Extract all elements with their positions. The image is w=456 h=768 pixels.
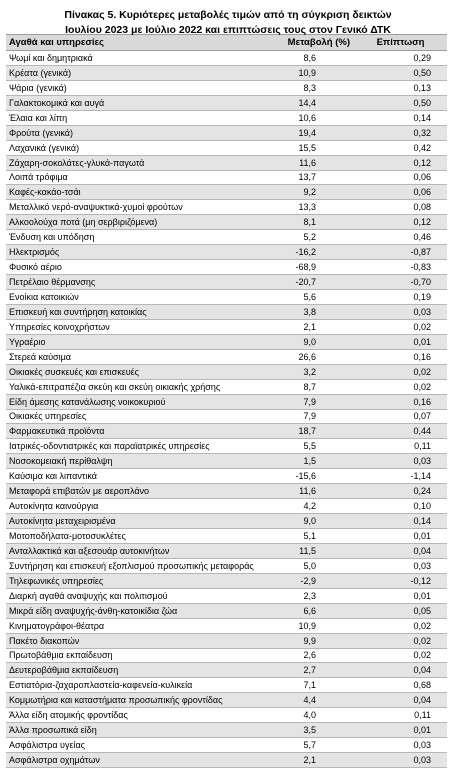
table-row — [6, 439, 447, 454]
row-item-name: Υγραέριο — [6, 334, 266, 349]
row-impact-value: 0,16 — [354, 349, 447, 364]
row-change-value: 2,7 — [266, 663, 354, 678]
row-item-name: Φαρμακευτικά προϊόντα — [6, 424, 266, 439]
row-impact-value: 0,02 — [354, 364, 447, 379]
row-change-value: 26,6 — [266, 349, 354, 364]
row-change-value: 8,7 — [266, 379, 354, 394]
table-row — [6, 364, 447, 379]
header-impact: Επίπτωση — [354, 35, 447, 51]
row-change-value: 3,5 — [266, 723, 354, 738]
table-row — [6, 319, 447, 334]
row-change-value: 11,6 — [266, 155, 354, 170]
row-change-value: 11,6 — [266, 484, 354, 499]
row-impact-value: 0,03 — [354, 304, 447, 319]
row-item-name: Επισκευή και συντήρηση κατοικίας — [6, 304, 266, 319]
row-impact-value: 0,01 — [354, 588, 447, 603]
row-impact-value: 0,10 — [354, 499, 447, 514]
row-impact-value: 0,01 — [354, 529, 447, 544]
row-item-name: Φυσικό αέριο — [6, 260, 266, 275]
table-row — [6, 185, 447, 200]
row-impact-value: 0,44 — [354, 424, 447, 439]
row-change-value: -68,9 — [266, 260, 354, 275]
row-impact-value: 0,12 — [354, 215, 447, 230]
table-row — [6, 140, 447, 155]
row-impact-value: 0,03 — [354, 753, 447, 768]
row-item-name: Αλκοολούχα ποτά (μη σερβιριζόμενα) — [6, 215, 266, 230]
row-impact-value: 0,05 — [354, 603, 447, 618]
row-change-value: 3,2 — [266, 364, 354, 379]
row-change-value: 4,0 — [266, 708, 354, 723]
row-impact-value: 0,02 — [354, 618, 447, 633]
row-item-name: Ιατρικές-οδοντιατρικές και παραϊατρικές υπηρεσίες — [6, 439, 266, 454]
row-change-value: -2,9 — [266, 573, 354, 588]
row-item-name: Υπηρεσίες κοινοχρήστων — [6, 319, 266, 334]
table-row — [6, 678, 447, 693]
row-item-name: Ανταλλακτικά και αξεσουάρ αυτοκινήτων — [6, 543, 266, 558]
header-change: Μεταβολή (%) — [266, 35, 354, 51]
table-body — [6, 51, 447, 768]
row-impact-value: 0,68 — [354, 678, 447, 693]
row-item-name: Καφές-κακάο-τσάι — [6, 185, 266, 200]
table-row — [6, 215, 447, 230]
table-row — [6, 349, 447, 364]
row-change-value: 8,1 — [266, 215, 354, 230]
row-item-name: Ψάρια (γενικά) — [6, 80, 266, 95]
row-impact-value: 0,04 — [354, 663, 447, 678]
row-change-value: 18,7 — [266, 424, 354, 439]
row-item-name: Ψωμί και δημητριακά — [6, 51, 266, 66]
row-impact-value: 0,50 — [354, 95, 447, 110]
row-impact-value: 0,01 — [354, 723, 447, 738]
row-change-value: 9,0 — [266, 334, 354, 349]
row-item-name: Αυτοκίνητα καινούργια — [6, 499, 266, 514]
row-item-name: Οικιακές υπηρεσίες — [6, 409, 266, 424]
row-change-value: 5,1 — [266, 529, 354, 544]
row-item-name: Στερεά καύσιμα — [6, 349, 266, 364]
row-impact-value: 0,06 — [354, 170, 447, 185]
row-impact-value: -0,70 — [354, 275, 447, 290]
row-change-value: -16,2 — [266, 245, 354, 260]
row-change-value: 5,0 — [266, 558, 354, 573]
row-impact-value: 0,02 — [354, 319, 447, 334]
row-change-value: 4,2 — [266, 499, 354, 514]
row-change-value: 3,8 — [266, 304, 354, 319]
row-impact-value: 0,14 — [354, 514, 447, 529]
row-impact-value: 0,50 — [354, 65, 447, 80]
row-impact-value: 0,16 — [354, 394, 447, 409]
table-row — [6, 200, 447, 215]
row-impact-value: 0,08 — [354, 200, 447, 215]
row-item-name: Ηλεκτρισμός — [6, 245, 266, 260]
row-change-value: 9,0 — [266, 514, 354, 529]
row-change-value: 5,5 — [266, 439, 354, 454]
row-change-value: 11,5 — [266, 543, 354, 558]
row-item-name: Είδη άμεσης κατανάλωσης νοικοκυριού — [6, 394, 266, 409]
table-row — [6, 484, 447, 499]
row-impact-value: 0,11 — [354, 708, 447, 723]
row-impact-value: -0,12 — [354, 573, 447, 588]
row-change-value: 10,6 — [266, 110, 354, 125]
table-row — [6, 618, 447, 633]
table-row — [6, 125, 447, 140]
table-row — [6, 80, 447, 95]
table-row — [6, 708, 447, 723]
row-change-value: 2,3 — [266, 588, 354, 603]
row-change-value: 5,2 — [266, 230, 354, 245]
table-row — [6, 51, 447, 66]
row-change-value: 13,3 — [266, 200, 354, 215]
row-change-value: 9,9 — [266, 633, 354, 648]
table-row — [6, 573, 447, 588]
table-row — [6, 304, 447, 319]
row-change-value: 6,6 — [266, 603, 354, 618]
row-change-value: -20,7 — [266, 275, 354, 290]
table-row — [6, 260, 447, 275]
row-change-value: 2,6 — [266, 648, 354, 663]
row-item-name: Πακέτο διακοπών — [6, 633, 266, 648]
row-item-name: Ζάχαρη-σοκολάτες-γλυκά-παγωτά — [6, 155, 266, 170]
row-item-name: Φρούτα (γενικά) — [6, 125, 266, 140]
table-row — [6, 394, 447, 409]
row-item-name: Ασφάλιστρα οχημάτων — [6, 753, 266, 768]
row-change-value: 5,6 — [266, 290, 354, 305]
table-row — [6, 290, 447, 305]
row-change-value: 5,7 — [266, 738, 354, 753]
row-item-name: Συντήρηση και επισκευή εξοπλισμού προσωπικής μεταφοράς — [6, 558, 266, 573]
table-row — [6, 738, 447, 753]
row-impact-value: 0,02 — [354, 648, 447, 663]
row-impact-value: 0,19 — [354, 290, 447, 305]
row-change-value: 8,6 — [266, 51, 354, 66]
header-item: Αγαθά και υπηρεσίες — [6, 35, 266, 51]
row-impact-value: 0,32 — [354, 125, 447, 140]
table-row — [6, 723, 447, 738]
row-impact-value: 0,46 — [354, 230, 447, 245]
title-line-2: Ιουλίου 2023 με Ιούλιο 2022 και επιπτώσεις τους στον Γενικό ΔΤΚ — [65, 24, 391, 36]
row-impact-value: 0,02 — [354, 379, 447, 394]
row-item-name: Υαλικά-επιτραπέζια σκεύη και σκεύη οικιακής χρήσης — [6, 379, 266, 394]
row-item-name: Αυτοκίνητα μεταχειρισμένα — [6, 514, 266, 529]
table-row — [6, 648, 447, 663]
row-change-value: 7,1 — [266, 678, 354, 693]
table-row — [6, 558, 447, 573]
row-impact-value: 0,04 — [354, 693, 447, 708]
row-item-name: Ένδυση και υπόδηση — [6, 230, 266, 245]
row-impact-value: 0,13 — [354, 80, 447, 95]
price-changes-table — [6, 34, 447, 768]
row-item-name: Ενοίκια κατοικιών — [6, 290, 266, 305]
row-item-name: Άλλα είδη ατομικής φροντίδας — [6, 708, 266, 723]
row-change-value: 2,1 — [266, 319, 354, 334]
row-impact-value: 0,03 — [354, 738, 447, 753]
table-row — [6, 110, 447, 125]
table-row — [6, 663, 447, 678]
row-impact-value: 0,11 — [354, 439, 447, 454]
row-change-value: 14,4 — [266, 95, 354, 110]
row-impact-value: 0,42 — [354, 140, 447, 155]
table-row — [6, 529, 447, 544]
row-impact-value: -0,87 — [354, 245, 447, 260]
table-row — [6, 543, 447, 558]
row-impact-value: 0,02 — [354, 633, 447, 648]
row-item-name: Κρέατα (γενικά) — [6, 65, 266, 80]
row-change-value: 19,4 — [266, 125, 354, 140]
table-row — [6, 65, 447, 80]
table-row — [6, 230, 447, 245]
row-impact-value: -0,83 — [354, 260, 447, 275]
row-impact-value: -1,14 — [354, 469, 447, 484]
row-change-value: 9,2 — [266, 185, 354, 200]
table-row — [6, 454, 447, 469]
row-item-name: Μεταλλικό νερό-αναψυκτικά-χυμοί φρούτων — [6, 200, 266, 215]
table-row — [6, 95, 447, 110]
row-item-name: Εστιατόρια-ζαχαροπλαστεία-καφενεία-κυλικεία — [6, 678, 266, 693]
row-item-name: Μικρά είδη αναψυχής-άνθη-κατοικίδια ζώα — [6, 603, 266, 618]
row-change-value: 4,4 — [266, 693, 354, 708]
row-change-value: 13,7 — [266, 170, 354, 185]
row-change-value: 10,9 — [266, 618, 354, 633]
table-row — [6, 170, 447, 185]
row-change-value: -15,6 — [266, 469, 354, 484]
row-item-name: Άλλα προσωπικά είδη — [6, 723, 266, 738]
row-item-name: Οικιακές συσκευές και επισκευές — [6, 364, 266, 379]
row-impact-value: 0,24 — [354, 484, 447, 499]
row-item-name: Τηλεφωνικές υπηρεσίες — [6, 573, 266, 588]
row-item-name: Καύσιμα και λιπαντικά — [6, 469, 266, 484]
row-item-name: Έλαια και λίπη — [6, 110, 266, 125]
table-row — [6, 409, 447, 424]
table-row — [6, 424, 447, 439]
row-change-value: 7,9 — [266, 394, 354, 409]
table-row — [6, 633, 447, 648]
table-row — [6, 693, 447, 708]
row-change-value: 1,5 — [266, 454, 354, 469]
table-row — [6, 603, 447, 618]
row-item-name: Μεταφορά επιβατών με αεροπλάνο — [6, 484, 266, 499]
row-item-name: Κομμωτήρια και καταστήματα προσωπικής φροντίδας — [6, 693, 266, 708]
table-row — [6, 753, 447, 768]
row-item-name: Λαχανικά (γενικά) — [6, 140, 266, 155]
row-impact-value: 0,01 — [354, 334, 447, 349]
table-row — [6, 379, 447, 394]
row-change-value: 15,5 — [266, 140, 354, 155]
row-item-name: Ασφάλιστρα υγείας — [6, 738, 266, 753]
row-change-value: 2,1 — [266, 753, 354, 768]
row-change-value: 8,3 — [266, 80, 354, 95]
row-impact-value: 0,04 — [354, 543, 447, 558]
table-row — [6, 245, 447, 260]
table-row — [6, 334, 447, 349]
row-impact-value: 0,03 — [354, 454, 447, 469]
row-impact-value: 0,03 — [354, 558, 447, 573]
table-row — [6, 155, 447, 170]
row-impact-value: 0,12 — [354, 155, 447, 170]
row-item-name: Νοσοκομειακή περίθαλψη — [6, 454, 266, 469]
row-impact-value: 0,14 — [354, 110, 447, 125]
row-item-name: Μοτοποδήλατα-μοτοσυκλέτες — [6, 529, 266, 544]
title-line-1: Πίνακας 5. Κυριότερες μεταβολές τιμών από τη σύγκριση δεικτών — [64, 9, 392, 21]
table-row — [6, 469, 447, 484]
row-item-name: Κινηματογράφοι-θέατρα — [6, 618, 266, 633]
table-row — [6, 275, 447, 290]
row-change-value: 10,9 — [266, 65, 354, 80]
row-impact-value: 0,29 — [354, 51, 447, 66]
row-change-value: 7,9 — [266, 409, 354, 424]
row-item-name: Δευτεροβάθμια εκπαίδευση — [6, 663, 266, 678]
table-row — [6, 514, 447, 529]
row-impact-value: 0,06 — [354, 185, 447, 200]
row-item-name: Πετρέλαιο θέρμανσης — [6, 275, 266, 290]
row-item-name: Γαλακτοκομικά και αυγά — [6, 95, 266, 110]
table-row — [6, 588, 447, 603]
row-item-name: Λοιπά τρόφιμα — [6, 170, 266, 185]
row-item-name: Πρωτοβάθμια εκπαίδευση — [6, 648, 266, 663]
table-title — [0, 0, 456, 34]
row-impact-value: 0,07 — [354, 409, 447, 424]
table-row — [6, 499, 447, 514]
row-item-name: Διαρκή αγαθά αναψυχής και πολιτισμού — [6, 588, 266, 603]
